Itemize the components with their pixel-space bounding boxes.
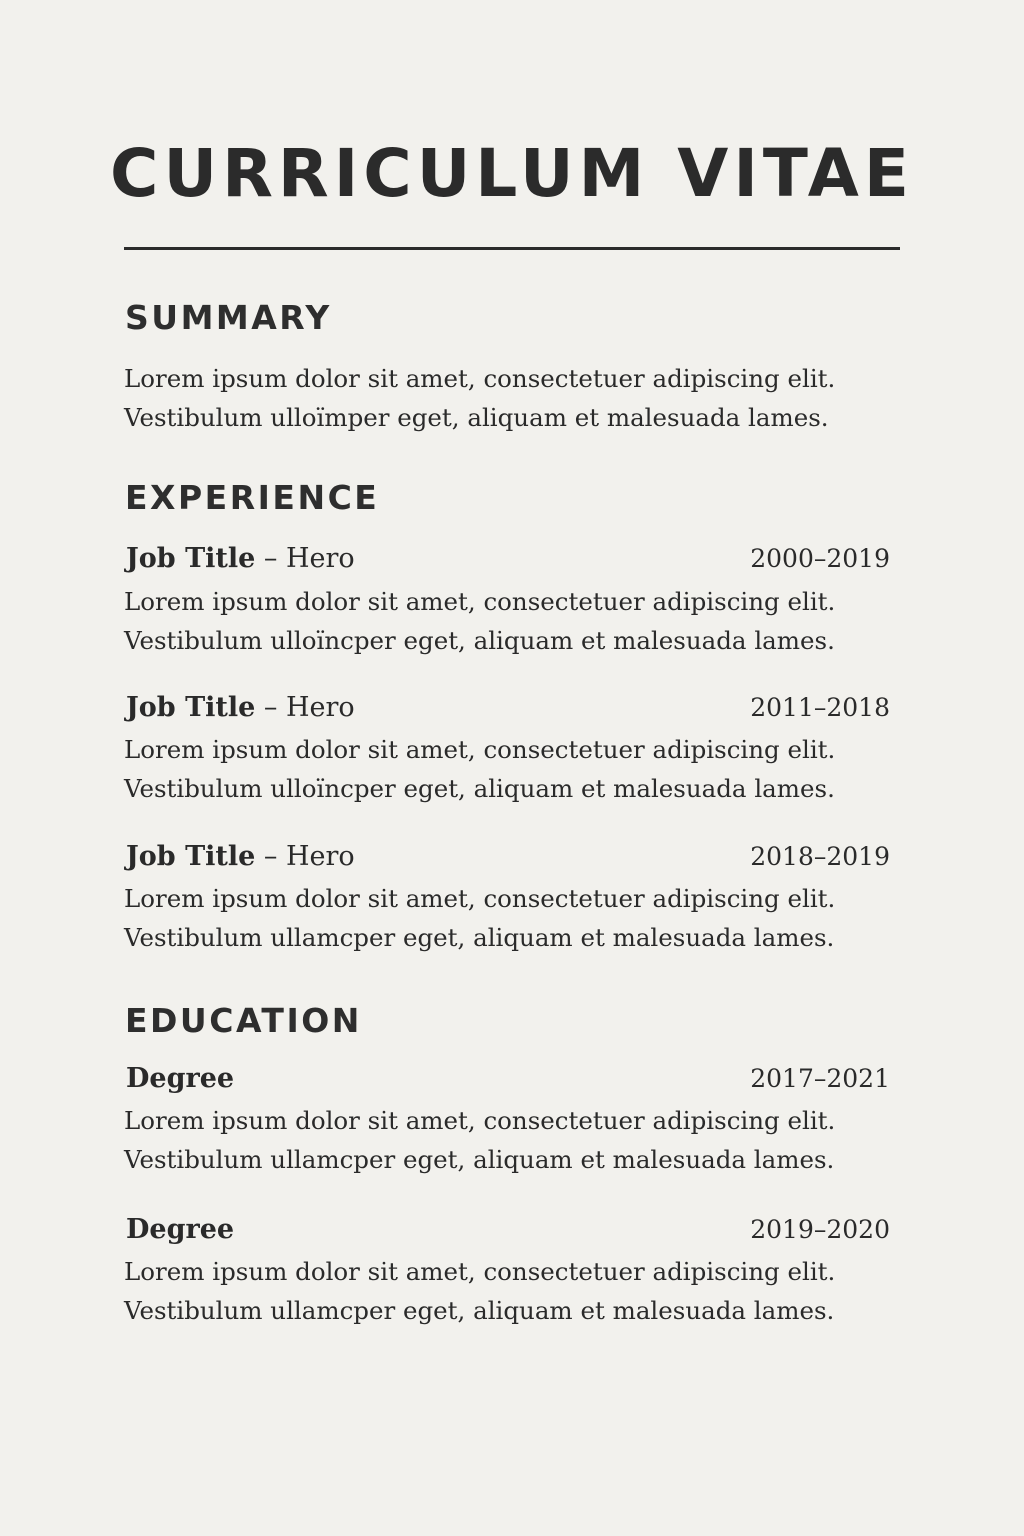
education-line-1: Lorem ipsum dolor sit amet, consectetuer adipiscing elit. [124, 1106, 836, 1135]
summary-heading: SUMMARY [125, 298, 332, 337]
job-dates: 2011–2018 [750, 693, 890, 722]
experience-line-1: Lorem ipsum dolor sit amet, consectetuer adipiscing elit. [124, 587, 836, 616]
title-divider [124, 247, 900, 250]
education-line-2: Vestibulum ullamcper eget, aliquam et malesuada lames. [124, 1296, 835, 1325]
job-dates: 2000–2019 [750, 544, 890, 573]
degree-dates: 2017–2021 [750, 1064, 890, 1093]
experience-description [124, 879, 904, 957]
experience-line-1: Lorem ipsum dolor sit amet, consectetuer adipiscing elit. [124, 735, 836, 764]
experience-line-2: Vestibulum ulloïncper eget, aliquam et malesuada lames. [124, 774, 835, 803]
experience-line-2: Vestibulum ulloïncper eget, aliquam et malesuada lames. [124, 626, 835, 655]
experience-description [124, 730, 904, 808]
degree-title: Degree [126, 1214, 235, 1245]
experience-heading: EXPERIENCE [125, 478, 380, 517]
job-organization: – Hero [263, 692, 355, 723]
experience-entry-header [126, 837, 890, 877]
job-organization: – Hero [263, 841, 355, 872]
experience-line-2: Vestibulum ullamcper eget, aliquam et malesuada lames. [124, 923, 835, 952]
education-description [124, 1252, 904, 1330]
education-entry-header [126, 1210, 890, 1250]
education-line-1: Lorem ipsum dolor sit amet, consectetuer adipiscing elit. [124, 1257, 836, 1286]
experience-entry-header [126, 688, 890, 728]
education-heading: EDUCATION [125, 1001, 362, 1040]
experience-description [124, 582, 904, 660]
job-title: Job Title [126, 692, 256, 723]
education-line-2: Vestibulum ullamcper eget, aliquam et malesuada lames. [124, 1145, 835, 1174]
page-title: CURRICULUM VITAE [110, 135, 914, 212]
job-dates: 2018–2019 [750, 842, 890, 871]
education-description [124, 1101, 904, 1179]
job-title: Job Title [126, 841, 256, 872]
education-entry-header [126, 1059, 890, 1099]
degree-dates: 2019–2020 [750, 1215, 890, 1244]
degree-title: Degree [126, 1063, 235, 1094]
summary-line-1: Lorem ipsum dolor sit amet, consectetuer adipiscing elit. [124, 364, 836, 393]
job-organization: – Hero [263, 543, 355, 574]
experience-line-1: Lorem ipsum dolor sit amet, consectetuer adipiscing elit. [124, 884, 836, 913]
experience-entry-header [126, 539, 890, 579]
job-title: Job Title [126, 543, 256, 574]
summary-line-2: Vestibulum ulloïmper eget, aliquam et malesuada lames. [124, 403, 829, 432]
summary-text [124, 359, 904, 437]
